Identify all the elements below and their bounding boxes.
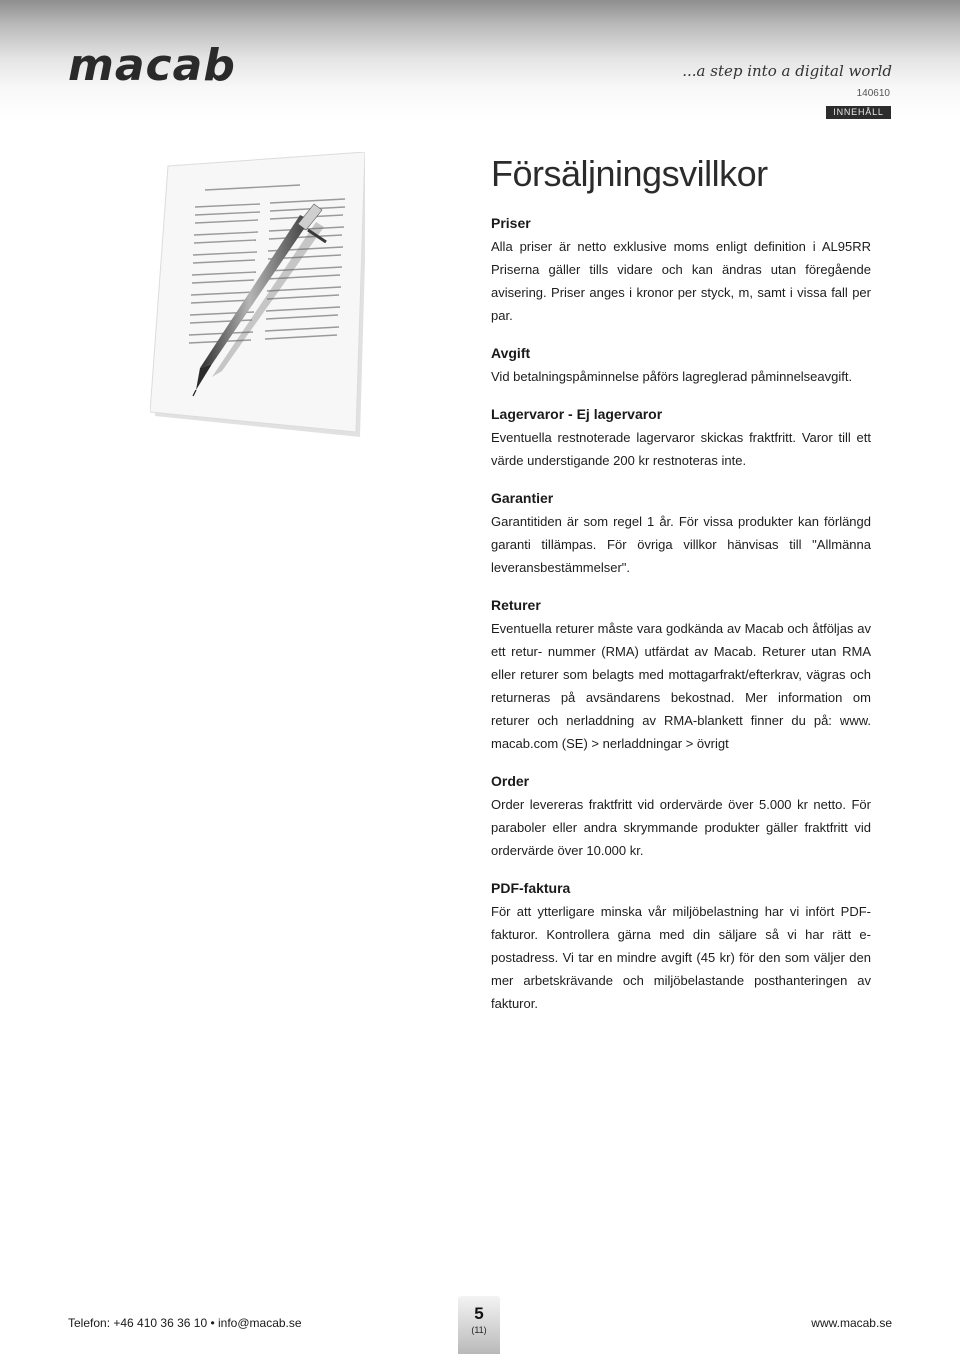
section-body: För att ytterligare minska vår miljöbelastning har vi infört PDF-fakturor. Kontrollera gärna med din säljare så vi har rätt e-postadress. Vi tar en mindre avgift (45 kr) för den som väljer den mer arbetskrävande och miljöbelastande posthanteringen av fakturor. — [491, 904, 871, 1011]
section-body: Eventuella restnoterade lagervaror skickas fraktfritt. Varor till ett värde understigande 200 kr restnoteras inte. — [491, 430, 871, 468]
section-pdf-faktura — [491, 876, 871, 1015]
page-header — [0, 0, 960, 122]
section-body: Order levereras fraktfritt vid ordervärde över 5.000 kr netto. För paraboler eller andra skrymmande produkter gäller fraktfritt vid ordervärde över 10.000 kr. — [491, 797, 871, 858]
page-total: (11) — [471, 1325, 487, 1335]
section-body: Eventuella returer måste vara godkända av Macab och åtföljas av ett retur- nummer (RMA) utfärdat av Macab. Returer utan RMA eller returer som belagts med mottagarfrakt/efterkrav, vägras och returneras på avsändarens bekostnad. Mer information om returer och nerladdning av RMA-blankett finner du på: www. macab.com (SE) > nerladdningar > övrigt — [491, 621, 871, 751]
footer-contact: Telefon: +46 410 36 36 10 • info@macab.se — [68, 1316, 302, 1330]
section-body: Garantitiden är som regel 1 år. För vissa produkter kan förlängd garanti tillämpas. För övriga villkor hänvisas till "Allmänna leveransbestämmelser". — [491, 514, 871, 575]
macab-logo: macab — [68, 40, 236, 91]
document-with-pen-image — [150, 152, 365, 442]
section-heading: Avgift — [491, 345, 531, 361]
footer-website-link[interactable]: www.macab.se — [811, 1316, 892, 1330]
section-body: Alla priser är netto exklusive moms enligt definition i AL95RR Priserna gäller tills vidare och kan ändras utan föregående avisering. Priser anges i kronor per styck, m, samt i vissa fall per par. — [491, 239, 871, 323]
section-priser — [491, 211, 871, 327]
section-body: Vid betalningspåminnelse påförs lagreglerad påminnelseavgift. — [491, 369, 853, 384]
section-heading: Returer — [491, 597, 541, 613]
document-date: 140610 — [856, 88, 890, 99]
section-lagervaror — [491, 402, 871, 472]
tagline: ...a step into a digital world — [682, 62, 892, 80]
contents-button[interactable]: INNEHÅLL — [826, 106, 891, 119]
section-heading: PDF-faktura — [491, 880, 571, 896]
page-number-badge — [458, 1296, 500, 1354]
page-title: Försäljningsvillkor — [491, 153, 768, 194]
main-content — [491, 150, 871, 1029]
section-avgift — [491, 341, 871, 388]
section-returer — [491, 593, 871, 755]
section-heading: Lagervaror - Ej lagervaror — [491, 406, 663, 422]
section-garantier — [491, 486, 871, 579]
page-number: 5 — [474, 1304, 484, 1323]
section-heading: Garantier — [491, 490, 554, 506]
section-order — [491, 769, 871, 862]
section-heading: Priser — [491, 215, 531, 231]
section-heading: Order — [491, 773, 530, 789]
